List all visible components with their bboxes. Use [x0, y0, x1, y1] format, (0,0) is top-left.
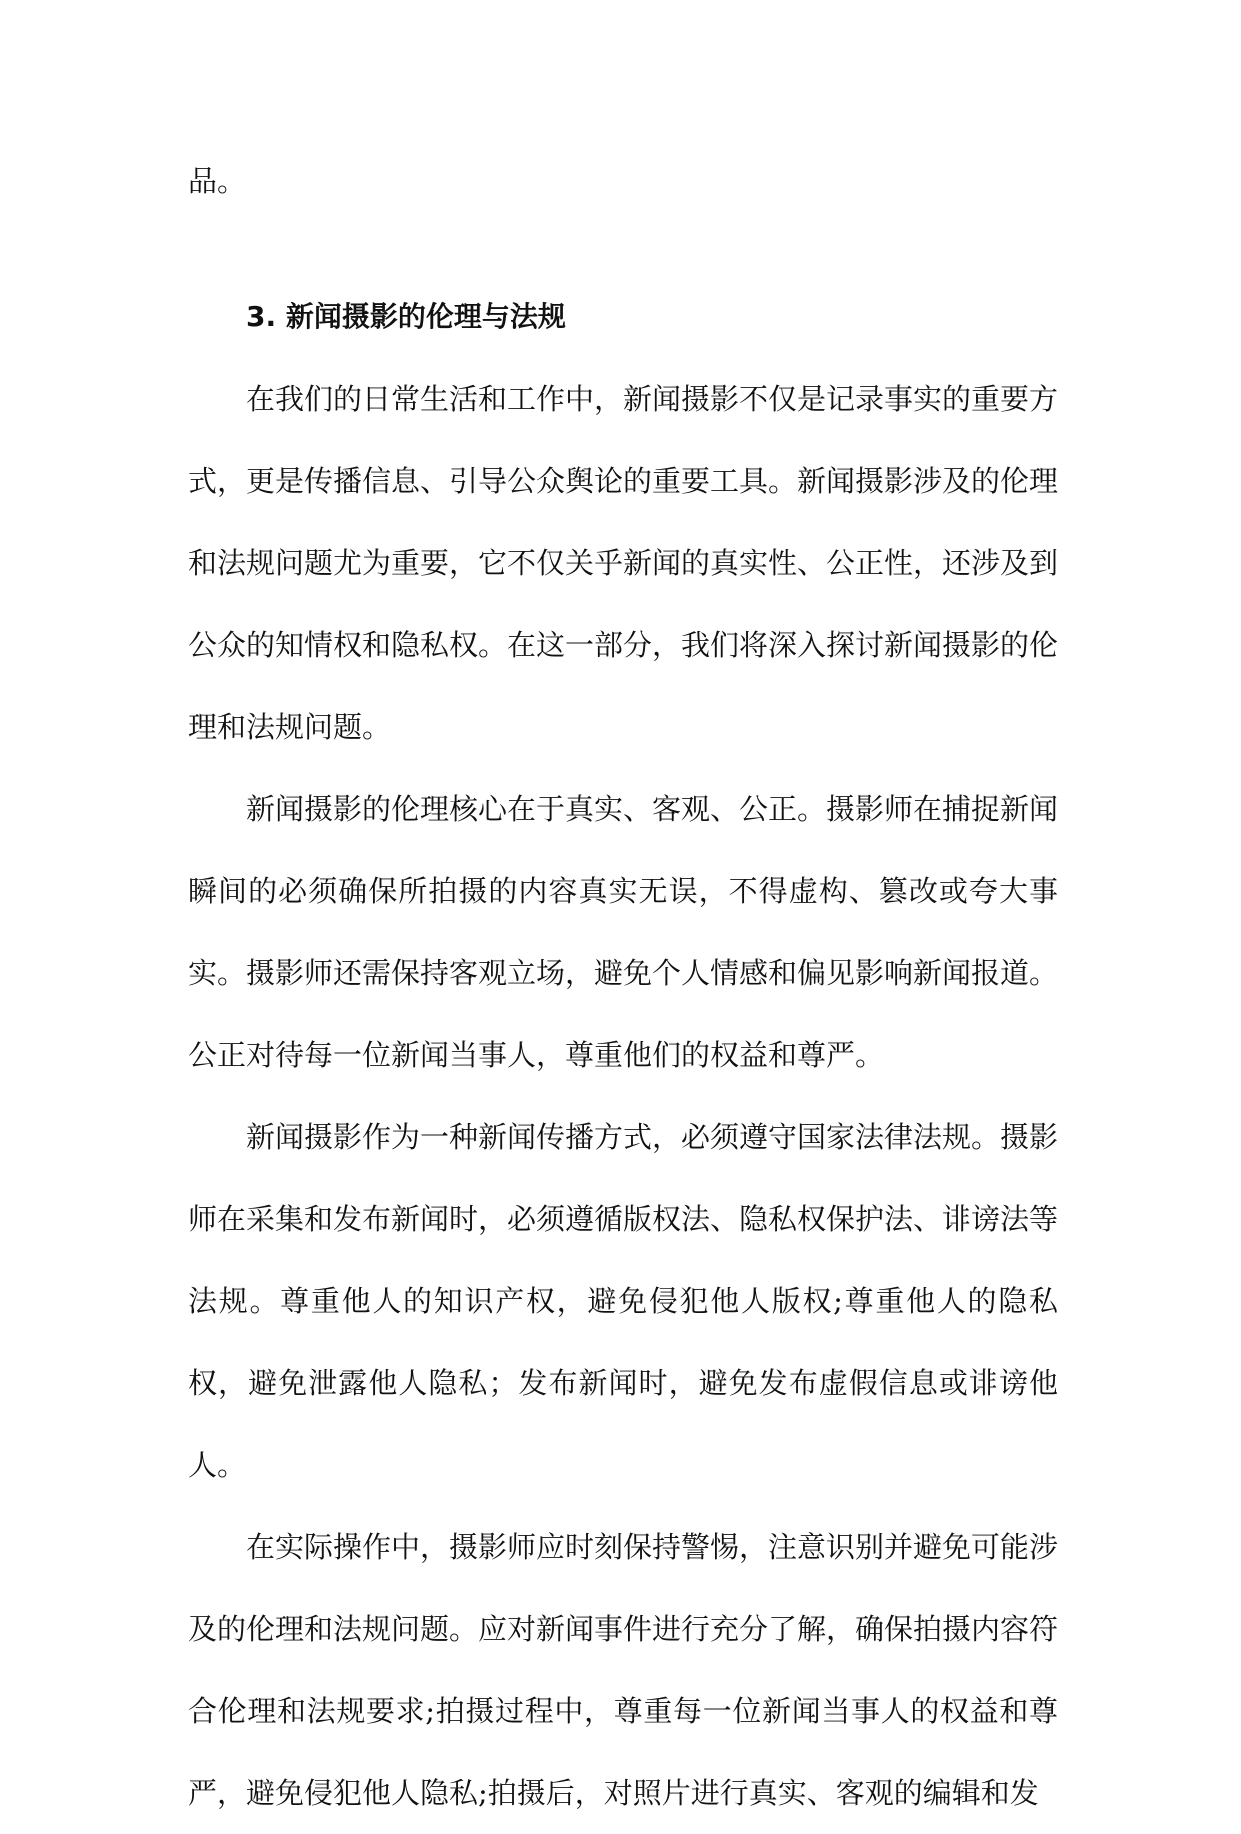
section-title: 新闻摄影的伦理与法规: [285, 300, 566, 333]
section-number: 3.: [246, 300, 277, 333]
paragraph-legal-compliance: 新闻摄影作为一种新闻传播方式，必须遵守国家法律法规。摄影师在采集和发布新闻时，必须遵循版权法、隐私权保护法、诽谤法等法规。尊重他人的知识产权，避免侵犯他人版权;尊重他人的隐私权，避免泄露他人隐私；发布新闻时，避免发布虚假信息或诽谤他人。: [188, 1120, 1059, 1482]
paragraph-ethics-core: 新闻摄影的伦理核心在于真实、客观、公正。摄影师在捕捉新闻瞬间的必须确保所拍摄的内容真实无误，不得虚构、篡改或夸大事实。摄影师还需保持客观立场，避免个人情感和偏见影响新闻报道。公正对待每一位新闻当事人，尊重他们的权益和尊严。: [188, 792, 1059, 1072]
paragraph-intro: 在我们的日常生活和工作中，新闻摄影不仅是记录事实的重要方式，更是传播信息、引导公众舆论的重要工具。新闻摄影涉及的伦理和法规问题尤为重要，它不仅关乎新闻的真实性、公正性，还涉及到公众的知情权和隐私权。在这一部分，我们将深入探讨新闻摄影的伦理和法规问题。: [188, 382, 1059, 744]
section-heading: [188, 276, 1058, 358]
paragraph-practice: 在实际操作中，摄影师应时刻保持警惕，注意识别并避免可能涉及的伦理和法规问题。应对新闻事件进行充分了解，确保拍摄内容符合伦理和法规要求;拍摄过程中，尊重每一位新闻当事人的权益和尊严，避免侵犯他人隐私;拍摄后，对照片进行真实、客观的编辑和发: [188, 1530, 1059, 1810]
continuation-text: 品。: [188, 164, 247, 198]
document-body: [188, 140, 1058, 1834]
